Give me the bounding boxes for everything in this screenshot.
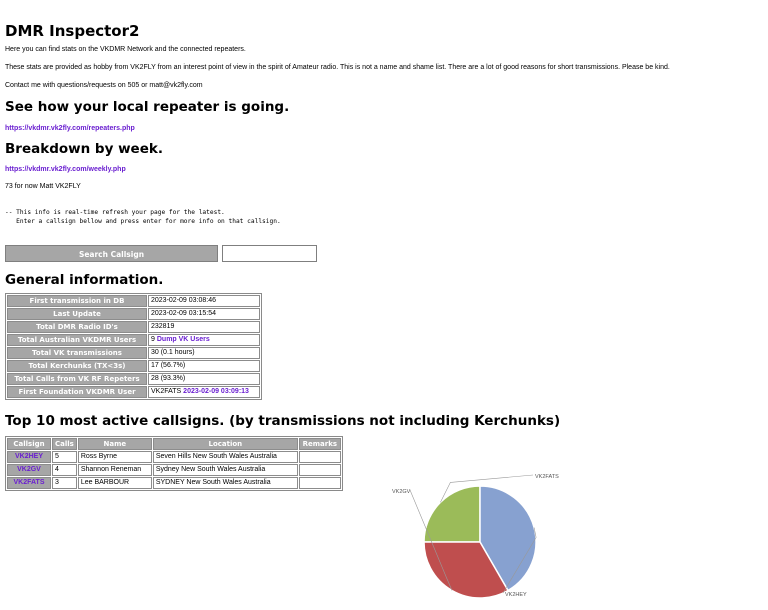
callsign-link[interactable]: VK2GV [17, 466, 41, 473]
pie-label: VK2GV [392, 489, 411, 495]
name-cell: Lee BARBOUR [78, 477, 152, 489]
column-header: Name [78, 438, 152, 450]
remarks-cell [299, 464, 341, 476]
info-value-cell [148, 373, 260, 385]
info-value-cell [148, 386, 260, 398]
location-cell: SYDNEY New South Wales Australia [153, 477, 298, 489]
table-row [7, 451, 341, 463]
info-value: 17 (56.7%) [151, 362, 186, 369]
table-row [7, 477, 341, 489]
general-heading: General information. [5, 272, 164, 288]
intro-line: Here you can find stats on the VKDMR Network and the connected repeaters. [5, 46, 246, 53]
info-row [7, 295, 260, 307]
info-label: First Foundation VKDMR User [7, 386, 147, 398]
calls-cell: 4 [52, 464, 77, 476]
info-row [7, 334, 260, 346]
remarks-cell [299, 477, 341, 489]
repeaters-heading: See how your local repeater is going. [5, 99, 290, 115]
info-value: VK2FATS [151, 388, 182, 395]
info-value: 2023-02-09 03:15:54 [151, 310, 216, 317]
callsign-input[interactable] [222, 245, 317, 262]
location-cell: Seven Hills New South Wales Australia [153, 451, 298, 463]
search-form [5, 245, 313, 262]
search-callsign-button[interactable]: Search Callsign [5, 245, 218, 262]
repeaters-link[interactable]: https://vkdmr.vk2fly.com/repeaters.php [5, 125, 135, 132]
intro-line: These stats are provided as hobby from VK2FLY from an interest point of view in the spirit of Amateur radio. This is not a name and shame list. There are a lot of good reasons for short transmissions. Please be kind. [5, 64, 670, 71]
contact-line: Contact me with questions/requests on 505 or matt@vk2fly.com [5, 82, 203, 89]
info-value-cell [148, 308, 260, 320]
pie-label: VK2HEY [505, 592, 527, 598]
info-value-cell [148, 321, 260, 333]
info-value: 9 [151, 336, 155, 343]
callsign-cell [7, 451, 51, 463]
callsign-cell [7, 464, 51, 476]
column-header: Remarks [299, 438, 341, 450]
name-cell: Ross Byrne [78, 451, 152, 463]
table-row [7, 464, 341, 476]
info-label: Last Update [7, 308, 147, 320]
info-label: Total VK transmissions [7, 347, 147, 359]
location-cell: Sydney New South Wales Australia [153, 464, 298, 476]
info-label: Total DMR Radio ID's [7, 321, 147, 333]
top10-heading: Top 10 most active callsigns. (by transmissions not including Kerchunks) [5, 413, 561, 429]
info-value: 28 (93.3%) [151, 375, 186, 382]
column-header: Calls [52, 438, 77, 450]
info-row [7, 373, 260, 385]
info-label: Total Calls from VK RF Repeters [7, 373, 147, 385]
info-row [7, 360, 260, 372]
info-value-cell [148, 347, 260, 359]
callsign-link[interactable]: VK2FATS [13, 479, 45, 486]
general-info-table [5, 293, 262, 400]
refresh-note: -- This info is real-time refresh your page for the latest. Enter a callsign bellow and press enter for more info on that callsign. [5, 209, 281, 225]
info-row [7, 321, 260, 333]
info-label: Total Kerchunks (TX<3s) [7, 360, 147, 372]
weekly-link[interactable]: https://vkdmr.vk2fly.com/weekly.php [5, 166, 126, 173]
info-value-cell [148, 360, 260, 372]
callsign-cell [7, 477, 51, 489]
name-cell: Shannon Reneman [78, 464, 152, 476]
signoff-text: 73 for now Matt VK2FLY [5, 183, 81, 190]
info-label: First transmission in DB [7, 295, 147, 307]
info-value: 30 (0.1 hours) [151, 349, 195, 356]
info-label: Total Australian VKDMR Users [7, 334, 147, 346]
callsign-link[interactable]: VK2HEY [14, 453, 43, 460]
page-title: DMR Inspector2 [5, 22, 140, 40]
calls-cell: 5 [52, 451, 77, 463]
pie-slice-vk2fats [424, 486, 480, 542]
info-value-cell [148, 334, 260, 346]
info-value-cell [148, 295, 260, 307]
info-link[interactable]: 2023-02-09 03:09:13 [183, 388, 249, 395]
info-value: 232819 [151, 323, 175, 330]
remarks-cell [299, 451, 341, 463]
info-row [7, 308, 260, 320]
info-row [7, 386, 260, 398]
info-link[interactable]: Dump VK Users [156, 336, 210, 343]
column-header: Callsign [7, 438, 51, 450]
column-header: Location [153, 438, 298, 450]
pie-label: VK2FATS [535, 474, 559, 480]
top10-table [5, 436, 343, 491]
calls-cell: 3 [52, 477, 77, 489]
callsign-pie-chart [380, 462, 560, 602]
weekly-heading: Breakdown by week. [5, 141, 163, 157]
info-value: 2023-02-09 03:08:46 [151, 297, 216, 304]
info-row [7, 347, 260, 359]
